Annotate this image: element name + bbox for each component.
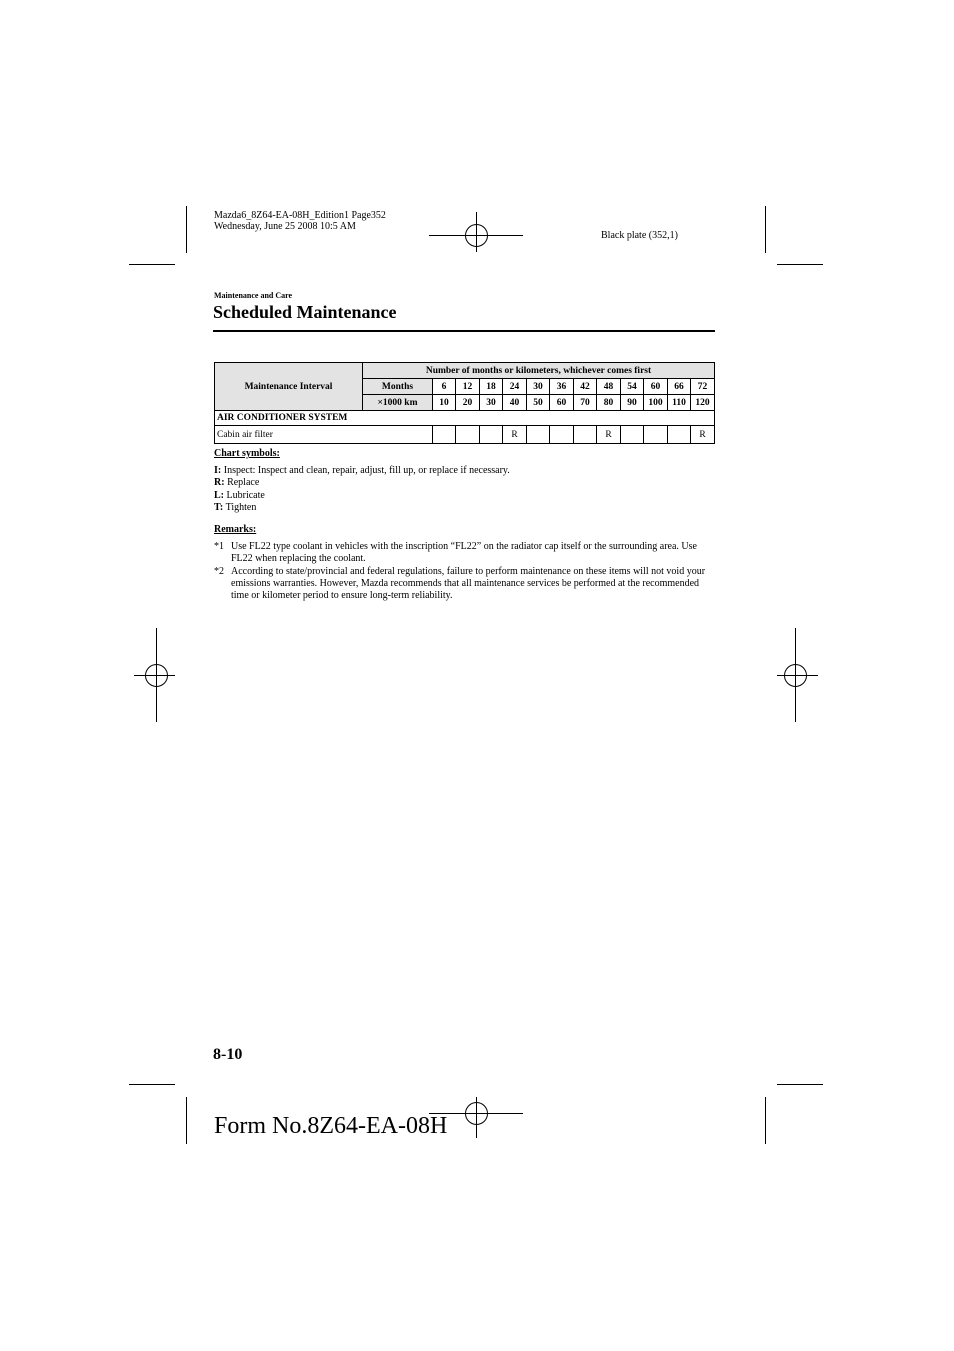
table-header-row — [215, 363, 715, 379]
remark-text: Use FL22 type coolant in vehicles with the inscription “FL22” on the radiator cap itself or the surrounding area. Use FL22 when replacing the coolant. — [231, 541, 697, 565]
table-cell: 36 — [550, 379, 574, 395]
symbol-key: R: — [214, 477, 225, 489]
table-cell: 48 — [597, 379, 621, 395]
list-item — [214, 465, 510, 477]
table-cell: 30 — [480, 395, 503, 411]
table-cell: 66 — [668, 379, 691, 395]
list-item — [214, 490, 510, 502]
maintenance-table — [214, 362, 715, 444]
table-cell: 90 — [621, 395, 644, 411]
table-cell: 42 — [574, 379, 597, 395]
table-cell: 40 — [503, 395, 527, 411]
table-cell: R — [691, 426, 715, 444]
table-cell — [644, 426, 668, 444]
table-cell: 10 — [433, 395, 456, 411]
symbol-text: Lubricate — [224, 489, 265, 501]
file-info — [214, 210, 386, 232]
symbol-text: Inspect: Inspect and clean, repair, adjust, fill up, or replace if necessary. — [221, 465, 510, 476]
table-cell: 12 — [456, 379, 480, 395]
plate-label: Black plate (352,1) — [601, 230, 678, 241]
symbol-key: L: — [214, 489, 224, 501]
item-name-cell: Cabin air filter — [215, 426, 433, 444]
form-number: Form No.8Z64-EA-08H — [214, 1113, 448, 1139]
title-rule — [213, 330, 715, 332]
table-cell: 70 — [574, 395, 597, 411]
table-cell — [550, 426, 574, 444]
table-cell — [621, 426, 644, 444]
table-cell: 60 — [550, 395, 574, 411]
category-cell: AIR CONDITIONER SYSTEM — [215, 411, 715, 426]
symbol-text: Replace — [224, 477, 260, 489]
section-label: Maintenance and Care — [214, 291, 293, 300]
table-cell: 54 — [621, 379, 644, 395]
table-cell: 100 — [644, 395, 668, 411]
table-cell — [480, 426, 503, 444]
symbol-key: T: — [214, 501, 224, 513]
list-item — [214, 477, 510, 489]
chart-symbols-heading: Chart symbols: — [214, 448, 280, 459]
table-cell: R — [597, 426, 621, 444]
table-cell: 24 — [503, 379, 527, 395]
table-cell: 72 — [691, 379, 715, 395]
page-title: Scheduled Maintenance — [213, 302, 397, 322]
table-cell: 18 — [480, 379, 503, 395]
table-cell: R — [503, 426, 527, 444]
table-cell: 20 — [456, 395, 480, 411]
list-item — [214, 502, 510, 514]
table-cell — [456, 426, 480, 444]
remark-number: *1 — [214, 541, 224, 552]
table-cell: 60 — [644, 379, 668, 395]
table-cell — [574, 426, 597, 444]
table-cell: 120 — [691, 395, 715, 411]
symbol-key: I: — [214, 465, 222, 476]
remarks-heading: Remarks: — [214, 524, 257, 535]
page-number: 8-10 — [213, 1046, 243, 1063]
category-row — [215, 411, 715, 426]
table-cell — [668, 426, 691, 444]
list-item — [214, 541, 714, 566]
months-label-cell: Months — [363, 379, 433, 395]
table-cell — [433, 426, 456, 444]
chart-symbols-list — [214, 465, 510, 514]
interval-label-cell: Maintenance Interval — [215, 363, 363, 411]
table-cell: 50 — [527, 395, 550, 411]
table-cell: 6 — [433, 379, 456, 395]
table-cell — [527, 426, 550, 444]
span-header-cell: Number of months or kilometers, whichever comes first — [363, 363, 715, 379]
date-line: Wednesday, June 25 2008 10:5 AM — [214, 221, 356, 232]
symbol-text: Tighten — [223, 501, 257, 513]
table-row — [215, 426, 715, 444]
km-label-cell: ×1000 km — [363, 395, 433, 411]
remark-number: *2 — [214, 565, 224, 577]
table-cell: 30 — [527, 379, 550, 395]
table-cell: 110 — [668, 395, 691, 411]
remarks-list — [214, 541, 714, 602]
remark-text: According to state/provincial and federal regulations, failure to perform maintenance on these items will not void your emissions warranties. However, Mazda recommends that all maintenance services be performed at the recommended time or kilometer period to ensure long-term reliability. — [231, 565, 706, 602]
file-line: Mazda6_8Z64-EA-08H_Edition1 Page352 — [214, 210, 386, 221]
table-cell: 80 — [597, 395, 621, 411]
list-item — [214, 566, 714, 603]
